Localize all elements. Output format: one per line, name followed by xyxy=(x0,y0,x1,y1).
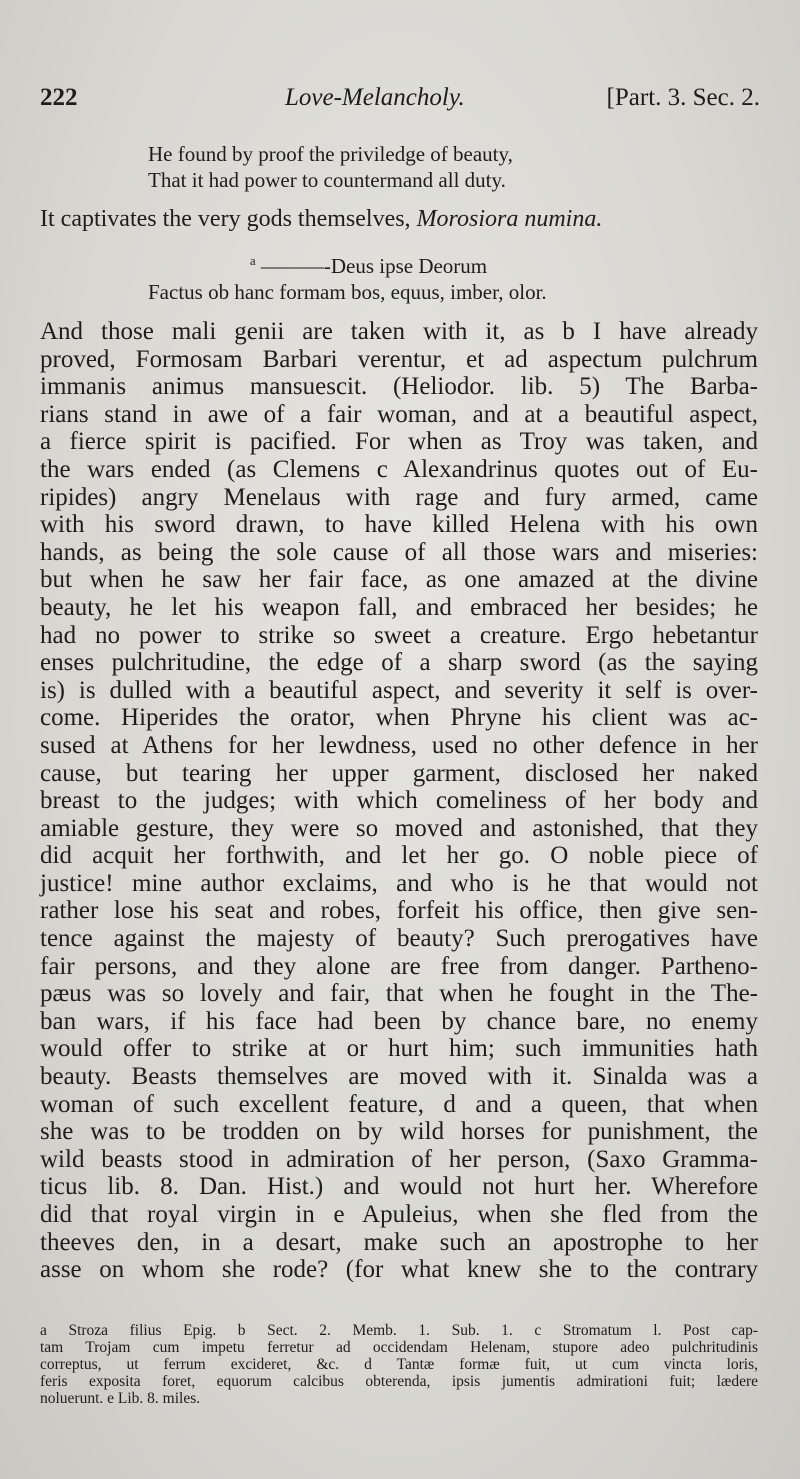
body-line: theeves den, in a desart, make such an apostrophe to her xyxy=(40,1228,758,1256)
body-line: the wars ended (as Clemens c Alexandrinus quotes out of Eu- xyxy=(40,455,758,483)
body-line: woman of such excellent feature, d and a queen, that when xyxy=(40,1090,758,1118)
body-line: sused at Athens for her lewdness, used no other defence in her xyxy=(40,731,758,759)
footnote-line: tam Trojam cum impetu ferretur ad occidendam Helenam, stupore adeo pulchritudinis xyxy=(40,1339,758,1356)
body-text xyxy=(40,318,758,1284)
page-number: 222 xyxy=(40,84,78,111)
latin-quote-line-2: Factus ob hanc formam bos, equus, imber, olor. xyxy=(148,280,547,304)
body-line: wild beasts stood in admiration of her person, (Saxo Gramma- xyxy=(40,1145,758,1173)
body-line: cause, but tearing her upper garment, disclosed her naked xyxy=(40,759,758,787)
body-line: pæus was so lovely and fair, that when he fought in the The- xyxy=(40,980,758,1008)
body-line: had no power to strike so sweet a creature. Ergo hebetantur xyxy=(40,621,758,649)
body-line: breast to the judges; with which comeliness of her body and xyxy=(40,787,758,815)
footnote-mark-a: a xyxy=(250,254,256,268)
verse-line-1: He found by proof the priviledge of beauty, xyxy=(148,142,513,166)
body-line: hands, as being the sole cause of all those wars and miseries: xyxy=(40,538,758,566)
body-line: would offer to strike at or hurt him; such immunities hath xyxy=(40,1035,758,1063)
body-line: ticus lib. 8. Dan. Hist.) and would not hurt her. Wherefore xyxy=(40,1173,758,1201)
footnote-line: correptus, ut ferrum excideret, &c. d Tantæ formæ fuit, ut cum vincta loris, xyxy=(40,1356,758,1373)
body-line: amiable gesture, they were so moved and astonished, that they xyxy=(40,814,758,842)
footnote-line: feris exposita foret, equorum calcibus obterenda, ipsis jumentis admirationi fuit; lædere xyxy=(40,1373,758,1390)
body-line: enses pulchritudine, the edge of a sharp sword (as the saying xyxy=(40,649,758,677)
captivates-italic: Morosiora numina. xyxy=(416,206,603,232)
part-section: [Part. 3. Sec. 2. xyxy=(606,84,760,111)
body-line: tence against the majesty of beauty? Such prerogatives have xyxy=(40,925,758,953)
running-title: Love-Melancholy. xyxy=(285,84,465,111)
footnote-line: a Stroza filius Epig. b Sect. 2. Memb. 1. Sub. 1. c Stromatum l. Post cap- xyxy=(40,1322,758,1339)
body-line: with his sword drawn, to have killed Helena with his own xyxy=(40,511,758,539)
body-line: is) is dulled with a beautiful aspect, and severity it self is over- xyxy=(40,676,758,704)
latin-quote-text-1: ———-Deus ipse Deorum xyxy=(255,254,488,278)
body-line: immanis animus mansuescit. (Heliodor. lib. 5) The Barba- xyxy=(40,373,758,401)
body-line: asse on whom she rode? (for what knew she to the contrary xyxy=(40,1256,758,1284)
body-line: justice! mine author exclaims, and who is he that would not xyxy=(40,869,758,897)
page-header xyxy=(40,84,760,124)
latin-quote-line-1 xyxy=(250,254,487,279)
body-line: rather lose his seat and robes, forfeit his office, then give sen- xyxy=(40,897,758,925)
body-line: rians stand in awe of a fair woman, and at a beautiful aspect, xyxy=(40,400,758,428)
body-line: she was to be trodden on by wild horses for punishment, the xyxy=(40,1118,758,1146)
body-line: come. Hiperides the orator, when Phryne his client was ac- xyxy=(40,704,758,732)
body-line: proved, Formosam Barbari verentur, et ad aspectum pulchrum xyxy=(40,345,758,373)
footnote-line: noluerunt. e Lib. 8. miles. xyxy=(40,1390,201,1407)
body-line: beauty, he let his weapon fall, and embraced her besides; he xyxy=(40,593,758,621)
body-line: ban wars, if his face had been by chance bare, no enemy xyxy=(40,1007,758,1035)
body-line: fair persons, and they alone are free from danger. Partheno- xyxy=(40,952,758,980)
footnotes xyxy=(40,1322,758,1407)
body-line: but when he saw her fair face, as one amazed at the divine xyxy=(40,566,758,594)
body-line: beauty. Beasts themselves are moved with it. Sinalda was a xyxy=(40,1063,758,1091)
captivates-text: It captivates the very gods themselves, xyxy=(40,206,417,232)
verse-line-2: That it had power to countermand all duty. xyxy=(148,168,506,192)
body-line: ripides) angry Menelaus with rage and fury armed, came xyxy=(40,483,758,511)
body-line: did that royal virgin in e Apuleius, when she fled from the xyxy=(40,1201,758,1228)
body-line: a fierce spirit is pacified. For when as Troy was taken, and xyxy=(40,428,758,456)
body-line: did acquit her forthwith, and let her go. O noble piece of xyxy=(40,842,758,870)
captivates-line xyxy=(40,206,756,233)
body-line: And those mali genii are taken with it, as b I have already xyxy=(40,318,758,345)
